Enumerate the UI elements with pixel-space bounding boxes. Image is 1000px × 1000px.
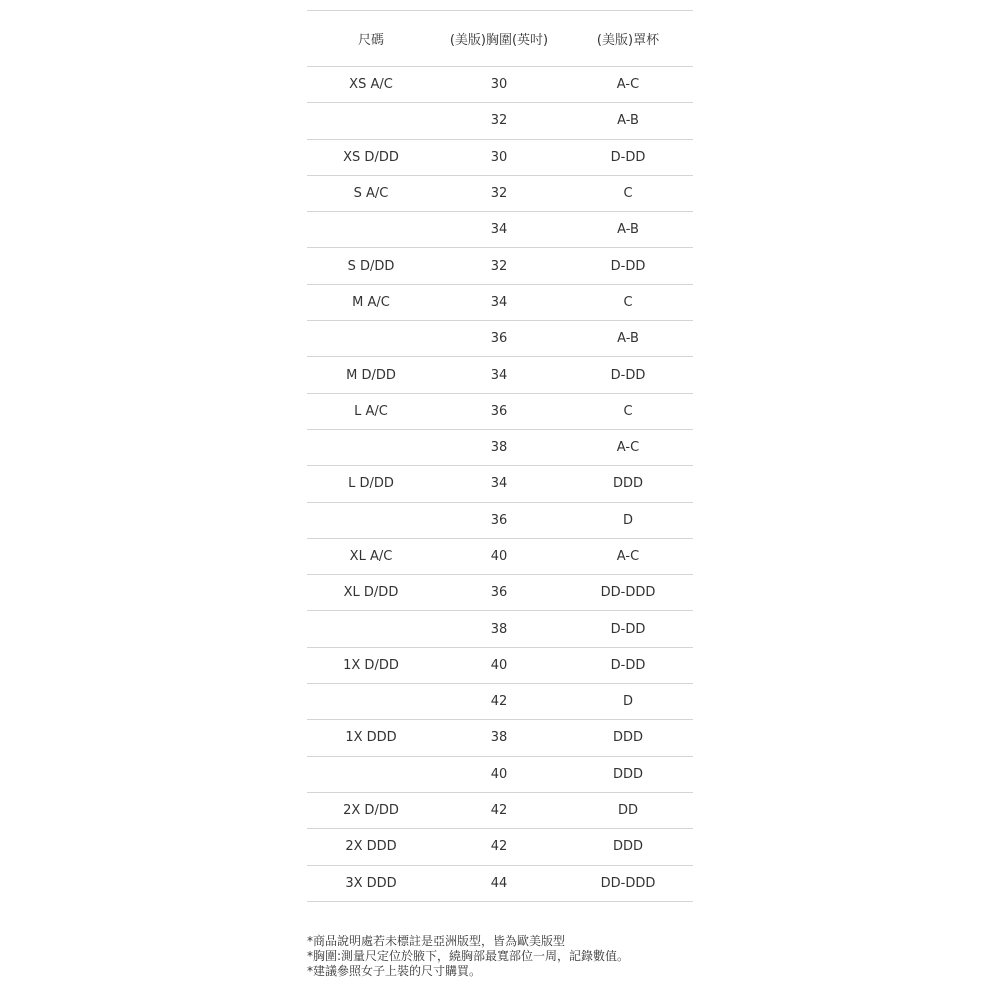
cell-cup: A-B — [563, 321, 693, 357]
cell-bust: 40 — [435, 647, 563, 683]
cell-size: L A/C — [307, 393, 435, 429]
cell-bust: 32 — [435, 103, 563, 139]
cell-bust: 40 — [435, 756, 563, 792]
table-row — [307, 611, 693, 647]
table-row — [307, 321, 693, 357]
table-row — [307, 684, 693, 720]
cell-cup: A-C — [563, 538, 693, 574]
size-chart-table — [307, 10, 693, 902]
table-row — [307, 248, 693, 284]
cell-bust: 38 — [435, 611, 563, 647]
table-row — [307, 502, 693, 538]
cell-size: 1X D/DD — [307, 647, 435, 683]
cell-cup: A-B — [563, 103, 693, 139]
cell-bust: 32 — [435, 248, 563, 284]
cell-cup: C — [563, 393, 693, 429]
cell-cup: D — [563, 684, 693, 720]
cell-size: L D/DD — [307, 466, 435, 502]
cell-cup: D — [563, 502, 693, 538]
cell-size — [307, 756, 435, 792]
cell-size — [307, 429, 435, 465]
table-row — [307, 865, 693, 901]
table-row — [307, 466, 693, 502]
cell-bust: 34 — [435, 212, 563, 248]
cell-bust: 44 — [435, 865, 563, 901]
cell-bust: 34 — [435, 357, 563, 393]
cell-size: XL D/DD — [307, 575, 435, 611]
cell-bust: 42 — [435, 829, 563, 865]
table-row — [307, 575, 693, 611]
cell-bust: 36 — [435, 321, 563, 357]
table-row — [307, 103, 693, 139]
table-row — [307, 139, 693, 175]
cell-bust: 30 — [435, 139, 563, 175]
cell-cup: D-DD — [563, 647, 693, 683]
table-row — [307, 393, 693, 429]
table-row — [307, 67, 693, 103]
cell-size: XL A/C — [307, 538, 435, 574]
cell-size: M D/DD — [307, 357, 435, 393]
table-header-row — [307, 11, 693, 67]
cell-size — [307, 103, 435, 139]
cell-cup: DDD — [563, 829, 693, 865]
cell-cup: D-DD — [563, 139, 693, 175]
table-row — [307, 212, 693, 248]
table-row — [307, 720, 693, 756]
table-row — [307, 792, 693, 828]
cell-size: 2X D/DD — [307, 792, 435, 828]
note-line: *建議參照女子上裝的尺寸購買。 — [307, 964, 482, 978]
cell-size — [307, 684, 435, 720]
cell-bust: 34 — [435, 466, 563, 502]
cell-cup: D-DD — [563, 357, 693, 393]
cell-bust: 30 — [435, 67, 563, 103]
header-bust: (美版)胸圍(英吋) — [435, 11, 563, 67]
cell-bust: 32 — [435, 175, 563, 211]
cell-bust: 36 — [435, 575, 563, 611]
table-row — [307, 756, 693, 792]
cell-size — [307, 502, 435, 538]
cell-cup: D-DD — [563, 611, 693, 647]
size-chart-notes — [307, 934, 629, 979]
cell-cup: DDD — [563, 720, 693, 756]
header-size: 尺碼 — [307, 11, 435, 67]
table-row — [307, 538, 693, 574]
cell-cup: C — [563, 175, 693, 211]
cell-bust: 34 — [435, 284, 563, 320]
cell-cup: C — [563, 284, 693, 320]
cell-size: 1X DDD — [307, 720, 435, 756]
cell-size: 3X DDD — [307, 865, 435, 901]
cell-size: M A/C — [307, 284, 435, 320]
cell-bust: 42 — [435, 684, 563, 720]
cell-cup: DDD — [563, 756, 693, 792]
cell-size: XS D/DD — [307, 139, 435, 175]
header-cup: (美版)罩杯 — [563, 11, 693, 67]
cell-cup: DD — [563, 792, 693, 828]
cell-size: S A/C — [307, 175, 435, 211]
cell-size: 2X DDD — [307, 829, 435, 865]
cell-size — [307, 611, 435, 647]
cell-size — [307, 321, 435, 357]
cell-size — [307, 212, 435, 248]
cell-cup: A-C — [563, 429, 693, 465]
note-line: *胸圍:測量尺定位於腋下，繞胸部最寬部位一周，記錄數值。 — [307, 949, 630, 963]
note-line: *商品說明處若未標註是亞洲版型，皆為歐美版型 — [307, 934, 566, 948]
cell-cup: A-C — [563, 67, 693, 103]
cell-bust: 38 — [435, 720, 563, 756]
cell-cup: A-B — [563, 212, 693, 248]
cell-bust: 40 — [435, 538, 563, 574]
cell-bust: 42 — [435, 792, 563, 828]
cell-size: S D/DD — [307, 248, 435, 284]
table-row — [307, 429, 693, 465]
cell-cup: D-DD — [563, 248, 693, 284]
cell-bust: 36 — [435, 393, 563, 429]
table-row — [307, 284, 693, 320]
cell-bust: 38 — [435, 429, 563, 465]
table-row — [307, 357, 693, 393]
cell-cup: DDD — [563, 466, 693, 502]
cell-cup: DD-DDD — [563, 575, 693, 611]
cell-size: XS A/C — [307, 67, 435, 103]
table-row — [307, 175, 693, 211]
table-row — [307, 829, 693, 865]
table-row — [307, 647, 693, 683]
cell-bust: 36 — [435, 502, 563, 538]
cell-cup: DD-DDD — [563, 865, 693, 901]
